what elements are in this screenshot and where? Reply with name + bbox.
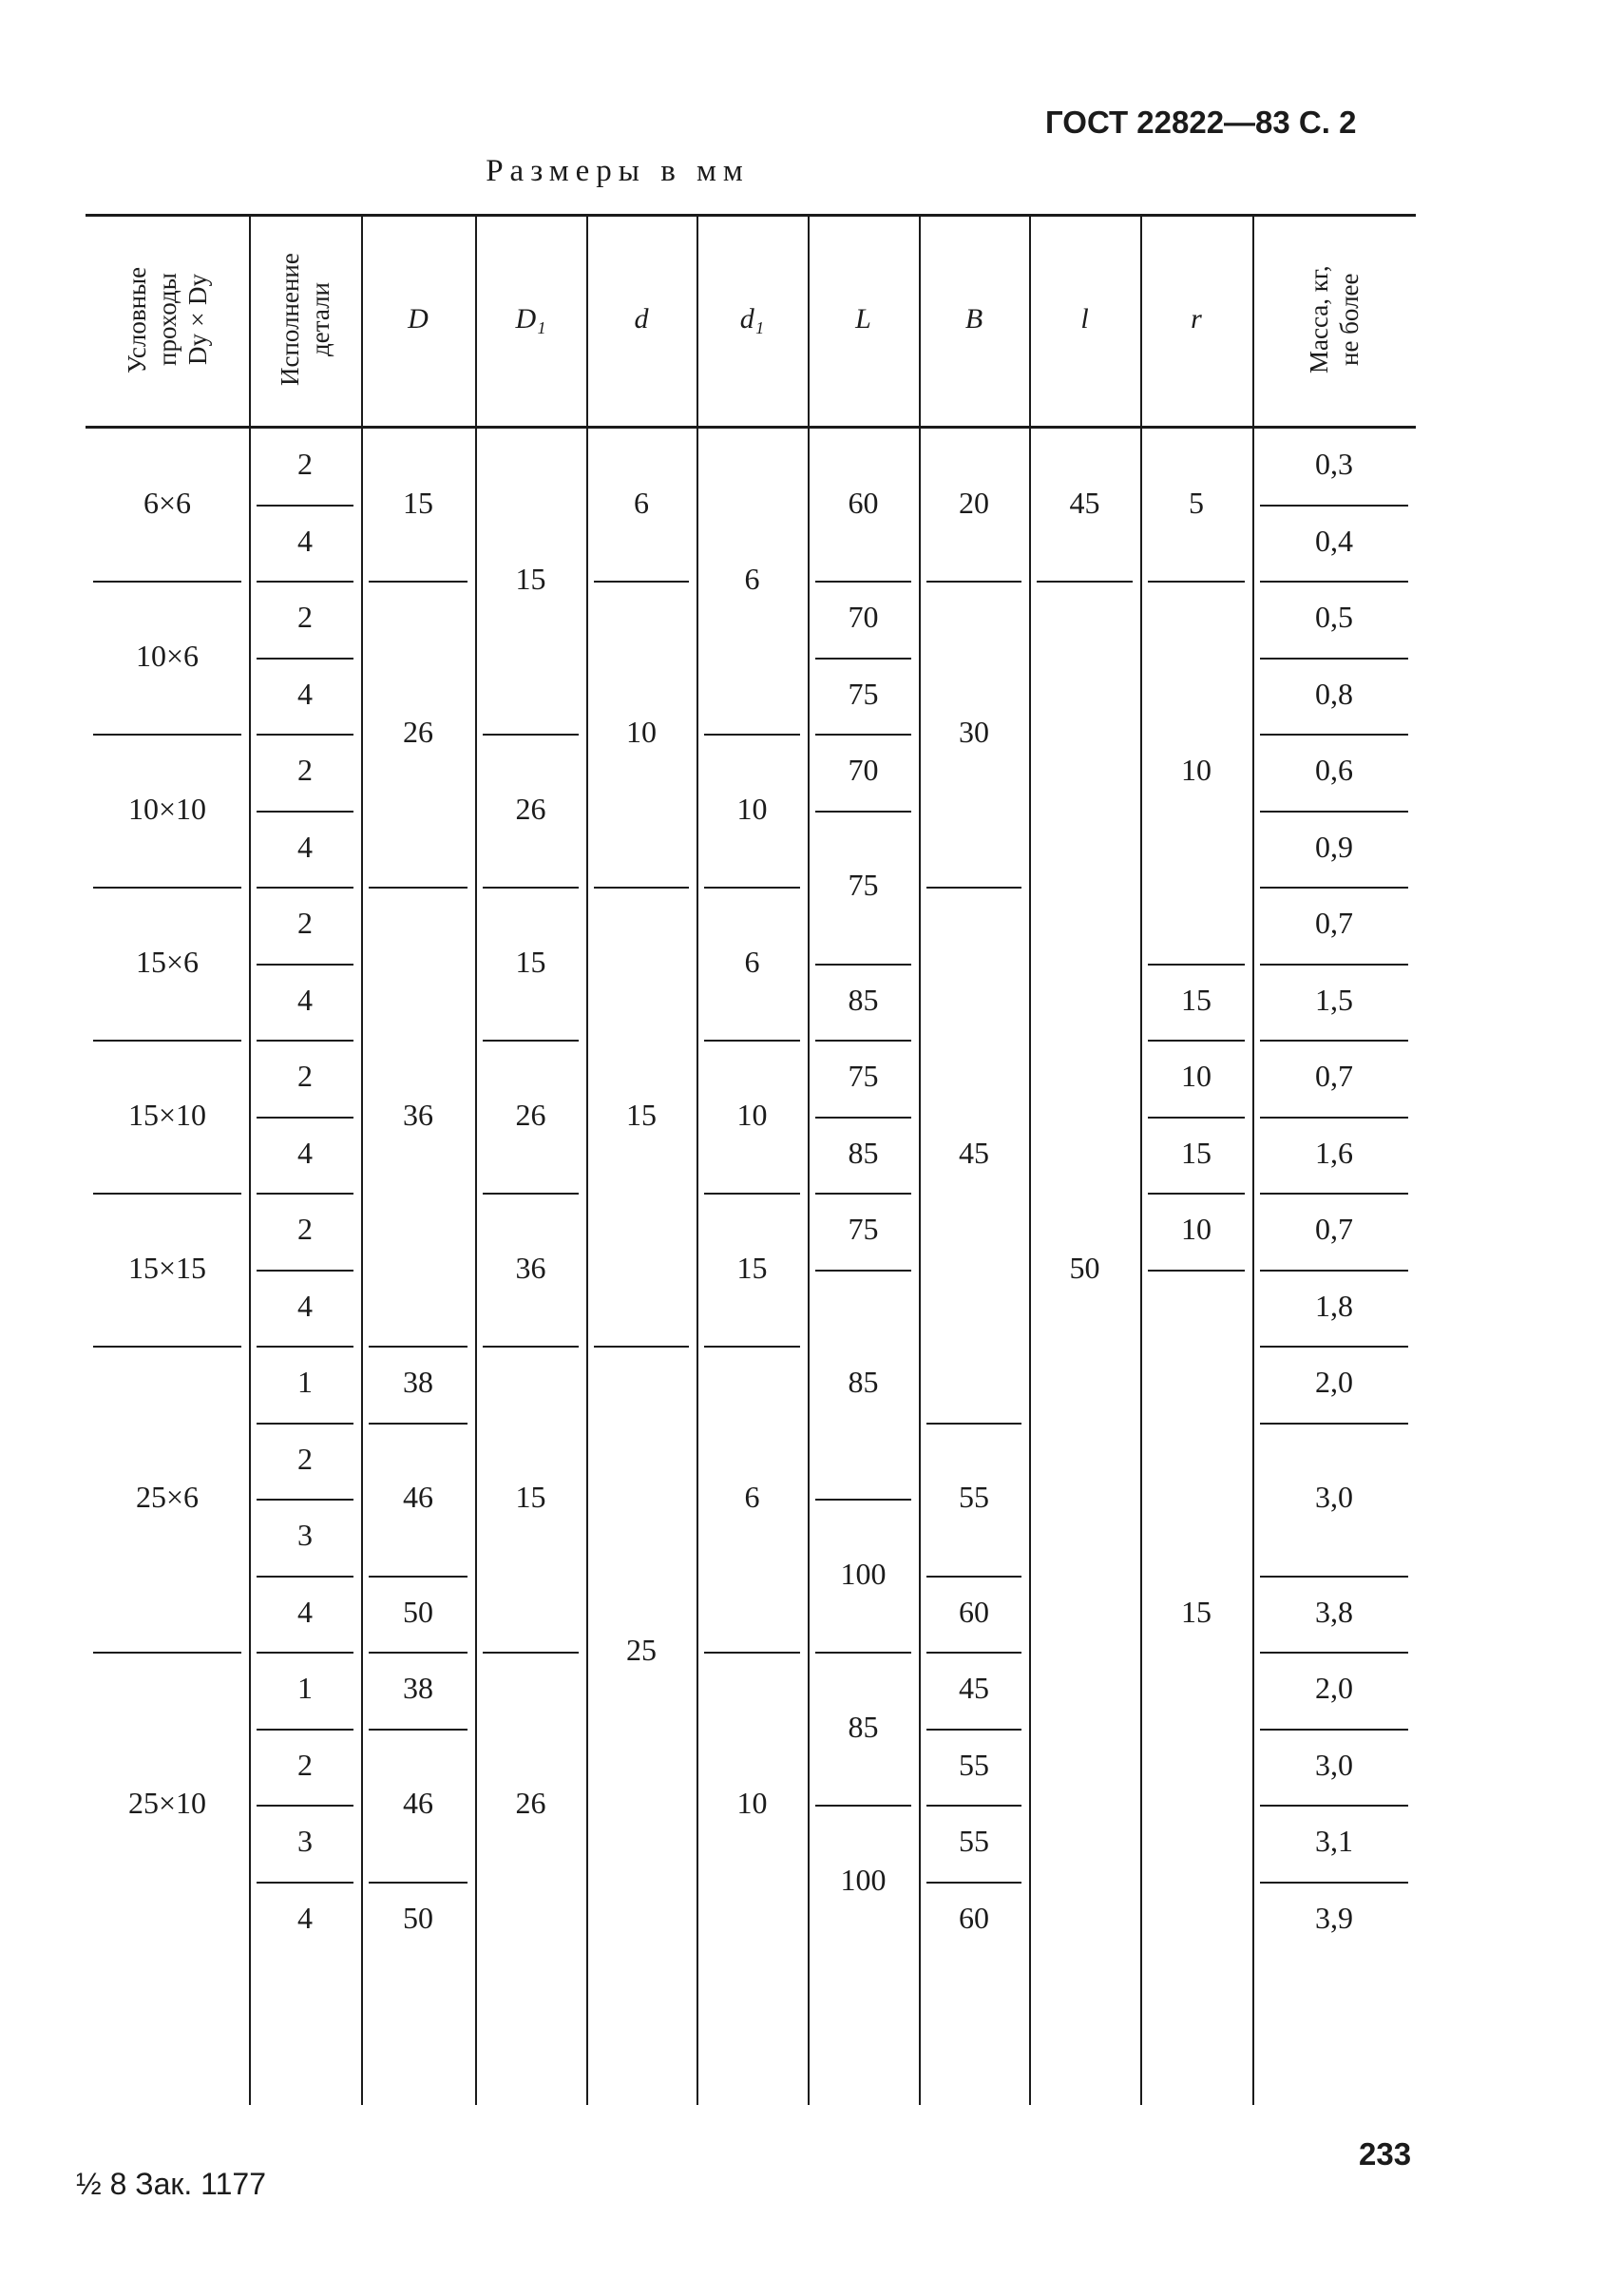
header-B: B — [964, 302, 983, 335]
units-subtitle: Размеры в мм — [486, 154, 750, 188]
d-cell: 25 — [626, 1633, 657, 1667]
d1-cell: 6 — [744, 562, 760, 596]
d1-cell: 10 — [736, 1786, 768, 1820]
cell-divider — [1260, 1270, 1408, 1272]
cell-divider — [815, 811, 911, 813]
cell-divider — [1260, 1729, 1408, 1731]
isp-cell: 2 — [297, 1441, 313, 1476]
D-cell: 50 — [403, 1594, 433, 1629]
cell-divider — [704, 1040, 800, 1042]
cell-divider — [1148, 964, 1245, 966]
cell-divider — [483, 1040, 579, 1042]
r-cell: 15 — [1181, 1135, 1212, 1170]
cell-divider — [926, 581, 1021, 583]
cell-divider — [257, 658, 353, 660]
cell-divider — [1260, 505, 1408, 507]
mass-cell: 3,9 — [1315, 1900, 1353, 1935]
cell-divider — [1148, 581, 1245, 583]
cell-divider — [815, 658, 911, 660]
dy-cell: 10×6 — [135, 638, 200, 673]
isp-cell: 2 — [297, 447, 313, 482]
cell-divider — [704, 1193, 800, 1195]
D1-cell: 26 — [515, 791, 546, 826]
mass-cell: 0,5 — [1315, 600, 1353, 635]
D-cell: 50 — [403, 1900, 433, 1935]
group-divider — [93, 1040, 241, 1042]
isp-cell: 4 — [297, 676, 313, 711]
dy-cell: 25×6 — [135, 1480, 200, 1514]
cell-divider — [1260, 1652, 1408, 1654]
header-D: D — [408, 302, 429, 335]
cell-divider — [1037, 581, 1133, 583]
isp-cell: 4 — [297, 829, 313, 864]
header-bottom-rule — [86, 426, 1416, 429]
header-mass — [1304, 233, 1364, 407]
cell-divider — [594, 887, 689, 889]
B-cell: 20 — [959, 485, 989, 520]
cell-divider — [815, 1040, 911, 1042]
L-cell: 75 — [848, 868, 879, 902]
cell-divider — [1260, 1423, 1408, 1425]
cell-divider — [369, 887, 468, 889]
cell-divider — [926, 1805, 1021, 1807]
D-cell: 38 — [403, 1671, 433, 1706]
mass-cell: 0,3 — [1315, 447, 1353, 482]
column-rule — [475, 214, 477, 2105]
isp-cell: 1 — [297, 1671, 313, 1706]
cell-divider — [704, 1652, 800, 1654]
header-L: L — [855, 302, 871, 335]
d1-cell: 6 — [744, 944, 760, 979]
cell-divider — [1260, 1040, 1408, 1042]
cell-divider — [815, 1499, 911, 1501]
header-dy-line: Условные — [123, 266, 151, 373]
cell-divider — [257, 1576, 353, 1578]
isp-cell: 2 — [297, 906, 313, 941]
cell-divider — [257, 581, 353, 583]
L-cell: 85 — [848, 1135, 879, 1170]
cell-divider — [815, 581, 911, 583]
header-dy-line: проходы — [153, 273, 181, 367]
cell-divider — [483, 1193, 579, 1195]
mass-cell: 0,7 — [1315, 906, 1353, 941]
B-cell: 55 — [959, 1480, 989, 1514]
L-cell: 85 — [848, 1709, 879, 1744]
r-cell: 10 — [1181, 1059, 1212, 1094]
cell-divider — [257, 1423, 353, 1425]
cell-divider — [1260, 1805, 1408, 1807]
D1-cell: 26 — [515, 1097, 546, 1132]
cell-divider — [257, 1117, 353, 1119]
D-cell: 46 — [403, 1480, 433, 1514]
cell-divider — [594, 581, 689, 583]
cell-divider — [1260, 734, 1408, 736]
group-divider — [93, 887, 241, 889]
cell-divider — [815, 964, 911, 966]
isp-cell: 4 — [297, 1135, 313, 1170]
cell-divider — [1260, 658, 1408, 660]
page-number: 233 — [1359, 2136, 1412, 2172]
l-cell: 45 — [1069, 485, 1100, 520]
isp-cell: 3 — [297, 1518, 313, 1553]
isp-cell: 4 — [297, 1900, 313, 1935]
cell-divider — [926, 1882, 1021, 1884]
header-dy — [122, 233, 213, 407]
D-cell: 15 — [403, 485, 433, 520]
cell-divider — [1260, 964, 1408, 966]
isp-cell: 4 — [297, 1288, 313, 1323]
r-cell: 15 — [1181, 982, 1212, 1017]
mass-cell: 2,0 — [1315, 1365, 1353, 1400]
isp-cell: 2 — [297, 1059, 313, 1094]
mass-cell: 0,4 — [1315, 523, 1353, 558]
B-cell: 45 — [959, 1135, 989, 1170]
header-isp-line: Исполнение — [276, 253, 304, 387]
header-isp — [275, 233, 335, 407]
header-D1: D₁ — [515, 302, 546, 335]
cell-divider — [483, 734, 579, 736]
cell-divider — [1260, 1117, 1408, 1119]
cell-divider — [257, 964, 353, 966]
cell-divider — [369, 1729, 468, 1731]
r-cell: 15 — [1181, 1594, 1212, 1629]
L-cell: 75 — [848, 1212, 879, 1247]
B-cell: 55 — [959, 1747, 989, 1782]
r-cell: 10 — [1181, 753, 1212, 788]
dy-cell: 6×6 — [143, 485, 192, 520]
mass-cell: 1,8 — [1315, 1288, 1353, 1323]
table-top-rule — [86, 214, 1416, 217]
cell-divider — [257, 1040, 353, 1042]
cell-divider — [483, 1346, 579, 1348]
cell-divider — [815, 1652, 911, 1654]
order-note: ½ 8 Зак. 1177 — [76, 2167, 266, 2201]
cell-divider — [369, 1346, 468, 1348]
mass-cell: 1,5 — [1315, 982, 1353, 1017]
group-divider — [93, 581, 241, 583]
group-divider — [93, 1346, 241, 1348]
cell-divider — [257, 811, 353, 813]
group-divider — [93, 1193, 241, 1195]
d-cell: 10 — [626, 715, 657, 749]
cell-divider — [1260, 1346, 1408, 1348]
B-cell: 60 — [959, 1594, 989, 1629]
r-cell: 5 — [1189, 485, 1204, 520]
L-cell: 75 — [848, 676, 879, 711]
l-cell: 50 — [1069, 1250, 1100, 1285]
cell-divider — [257, 734, 353, 736]
cell-divider — [369, 581, 468, 583]
cell-divider — [704, 887, 800, 889]
L-cell: 70 — [848, 600, 879, 635]
dy-cell: 25×10 — [127, 1786, 207, 1820]
cell-divider — [926, 1423, 1021, 1425]
cell-divider — [369, 1423, 468, 1425]
cell-divider — [257, 1193, 353, 1195]
header-l: l — [1080, 302, 1089, 335]
cell-divider — [926, 887, 1021, 889]
isp-cell: 2 — [297, 600, 313, 635]
d-cell: 15 — [626, 1097, 657, 1132]
cell-divider — [1260, 581, 1408, 583]
dy-cell: 10×10 — [127, 791, 207, 826]
cell-divider — [257, 1652, 353, 1654]
isp-cell: 4 — [297, 523, 313, 558]
D-cell: 36 — [403, 1097, 433, 1132]
d1-cell: 6 — [744, 1480, 760, 1514]
group-divider — [93, 734, 241, 736]
cell-divider — [1148, 1270, 1245, 1272]
header-mass-line: не более — [1335, 273, 1364, 367]
isp-cell: 4 — [297, 982, 313, 1017]
mass-cell: 0,7 — [1315, 1212, 1353, 1247]
isp-cell: 3 — [297, 1824, 313, 1859]
d1-cell: 10 — [736, 1097, 768, 1132]
column-rule — [697, 214, 698, 2105]
cell-divider — [926, 1729, 1021, 1731]
L-cell: 75 — [848, 1059, 879, 1094]
B-cell: 55 — [959, 1824, 989, 1859]
D1-cell: 15 — [515, 944, 546, 979]
header-isp-line: детали — [306, 282, 334, 357]
L-cell: 70 — [848, 753, 879, 788]
D1-cell: 36 — [515, 1250, 546, 1285]
cell-divider — [257, 1270, 353, 1272]
cell-divider — [369, 1652, 468, 1654]
dy-cell: 15×6 — [135, 944, 200, 979]
cell-divider — [1148, 1117, 1245, 1119]
cell-divider — [815, 1270, 911, 1272]
cell-divider — [594, 1346, 689, 1348]
D-cell: 26 — [403, 715, 433, 749]
cell-divider — [257, 1346, 353, 1348]
D-cell: 38 — [403, 1365, 433, 1400]
cell-divider — [1260, 811, 1408, 813]
cell-divider — [1260, 1882, 1408, 1884]
L-cell: 60 — [848, 485, 879, 520]
mass-cell: 0,9 — [1315, 829, 1353, 864]
isp-cell: 2 — [297, 1747, 313, 1782]
cell-divider — [704, 1346, 800, 1348]
header-d1: d₁ — [739, 302, 765, 335]
L-cell: 100 — [840, 1556, 887, 1591]
header-d: d — [634, 302, 649, 335]
header-dy-line: Dу×Dу — [183, 274, 212, 366]
B-cell: 45 — [959, 1671, 989, 1706]
cell-divider — [369, 1882, 468, 1884]
mass-cell: 2,0 — [1315, 1671, 1353, 1706]
mass-cell: 3,1 — [1315, 1824, 1353, 1859]
cell-divider — [257, 1805, 353, 1807]
header-r: r — [1191, 302, 1202, 335]
cell-divider — [369, 1576, 468, 1578]
L-cell: 100 — [840, 1862, 887, 1897]
mass-cell: 1,6 — [1315, 1135, 1353, 1170]
D-cell: 46 — [403, 1786, 433, 1820]
cell-divider — [257, 887, 353, 889]
isp-cell: 2 — [297, 1212, 313, 1247]
cell-divider — [1260, 1576, 1408, 1578]
cell-divider — [926, 1576, 1021, 1578]
cell-divider — [704, 734, 800, 736]
cell-divider — [1260, 1193, 1408, 1195]
cell-divider — [483, 887, 579, 889]
B-cell: 60 — [959, 1900, 989, 1935]
D1-cell: 15 — [515, 562, 546, 596]
isp-cell: 4 — [297, 1594, 313, 1629]
cell-divider — [815, 1193, 911, 1195]
mass-cell: 3,0 — [1315, 1480, 1353, 1514]
cell-divider — [483, 1652, 579, 1654]
cell-divider — [1148, 1193, 1245, 1195]
cell-divider — [1148, 1040, 1245, 1042]
cell-divider — [815, 1805, 911, 1807]
cell-divider — [257, 1882, 353, 1884]
cell-divider — [257, 505, 353, 507]
L-cell: 85 — [848, 982, 879, 1017]
isp-cell: 2 — [297, 753, 313, 788]
group-divider — [93, 1652, 241, 1654]
D1-cell: 15 — [515, 1480, 546, 1514]
cell-divider — [926, 1652, 1021, 1654]
cell-divider — [1260, 887, 1408, 889]
standard-header: ГОСТ 22822—83 С. 2 — [1045, 105, 1357, 140]
L-cell: 85 — [848, 1365, 879, 1400]
d1-cell: 10 — [736, 791, 768, 826]
dy-cell: 15×10 — [127, 1097, 207, 1132]
mass-cell: 3,8 — [1315, 1594, 1353, 1629]
mass-cell: 0,7 — [1315, 1059, 1353, 1094]
D1-cell: 26 — [515, 1786, 546, 1820]
header-mass-line: Масса, кг, — [1305, 265, 1333, 374]
cell-divider — [257, 1729, 353, 1731]
isp-cell: 1 — [297, 1365, 313, 1400]
B-cell: 30 — [959, 715, 989, 749]
mass-cell: 0,8 — [1315, 676, 1353, 711]
d1-cell: 15 — [736, 1250, 768, 1285]
cell-divider — [815, 734, 911, 736]
dy-cell: 15×15 — [127, 1250, 207, 1285]
mass-cell: 0,6 — [1315, 753, 1353, 788]
cell-divider — [815, 1117, 911, 1119]
mass-cell: 3,0 — [1315, 1747, 1353, 1782]
cell-divider — [257, 1499, 353, 1501]
r-cell: 10 — [1181, 1212, 1212, 1247]
d-cell: 6 — [634, 485, 649, 520]
